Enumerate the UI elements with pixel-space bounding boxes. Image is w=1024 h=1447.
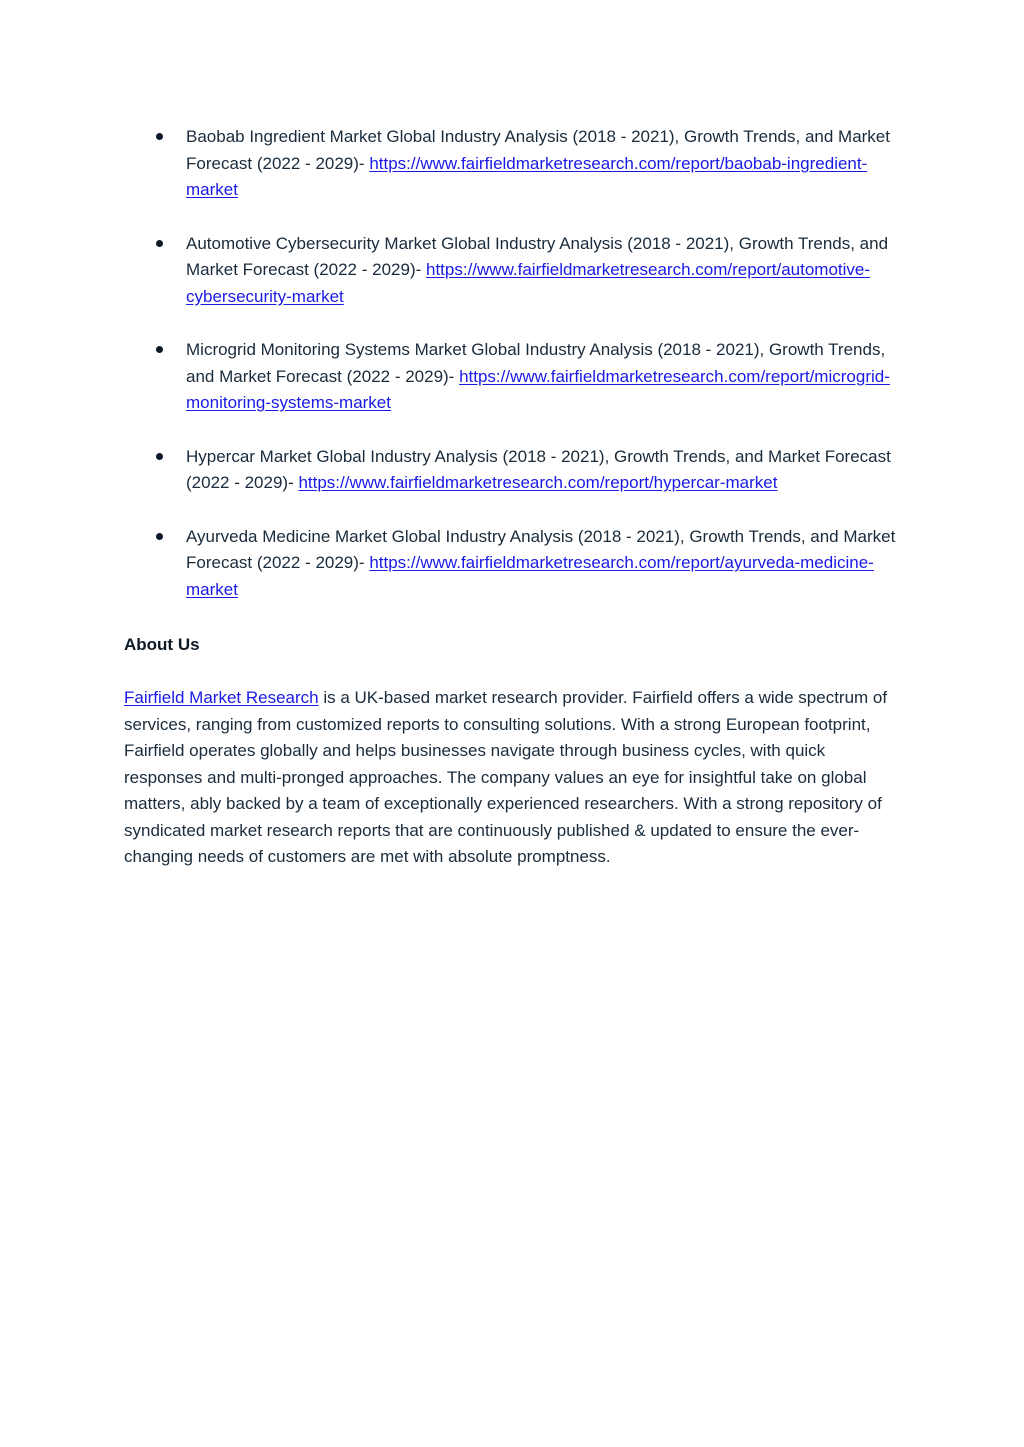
report-title: Hypercar Market Global Industry Analysis (2018 - 2021), Growth Trends, and Market Forecast (2022 - 2029)- (186, 446, 891, 492)
bullet-icon (156, 133, 163, 140)
bullet-icon (156, 240, 163, 247)
report-link[interactable]: https://www.fairfieldmarketresearch.com/report/ayurveda-medicine-market (186, 553, 874, 599)
report-link[interactable]: https://www.fairfieldmarketresearch.com/report/automotive-cybersecurity-market (186, 260, 871, 306)
report-title: Microgrid Monitoring Systems Market Global Industry Analysis (2018 - 2021), Growth Trends, and Market Forecast (2022 - 2029)- (186, 340, 886, 386)
list-item (124, 124, 904, 204)
list-item (124, 444, 904, 497)
bullet-icon (156, 533, 163, 540)
report-list (124, 124, 904, 630)
report-link[interactable]: https://www.fairfieldmarketresearch.com/report/baobab-ingredient-market (186, 153, 868, 199)
about-paragraph (124, 685, 889, 871)
report-title: Ayurveda Medicine Market Global Industry Analysis (2018 - 2021), Growth Trends, and Market Forecast (2022 - 2029)- (186, 526, 896, 572)
bullet-icon (156, 453, 163, 460)
list-item (124, 231, 904, 311)
company-link[interactable]: Fairfield Market Research (124, 688, 319, 707)
report-link[interactable]: https://www.fairfieldmarketresearch.com/report/hypercar-market (298, 473, 778, 492)
about-text: is a UK-based market research provider. Fairfield offers a wide spectrum of services, ranging from customized reports to consulting solutions. With a strong European footprint, Fairfield operates globally and helps businesses navigate through business cycles, with quick responses and multi-pronged approaches. The company values an eye for insightful take on global matters, ably backed by a team of exceptionally experienced researchers. With a strong repository of syndicated market research reports that are continuously published & updated to ensure the ever-changing needs of customers are met with absolute promptness. (124, 688, 888, 866)
report-title: Automotive Cybersecurity Market Global Industry Analysis (2018 - 2021), Growth Trends, and Market Forecast (2022 - 2029)- (186, 233, 889, 279)
bullet-icon (156, 346, 163, 353)
list-item (124, 524, 904, 604)
report-link[interactable]: https://www.fairfieldmarketresearch.com/report/microgrid-monitoring-systems-market (186, 366, 890, 412)
report-title: Baobab Ingredient Market Global Industry Analysis (2018 - 2021), Growth Trends, and Market Forecast (2022 - 2029)- (186, 127, 890, 173)
about-heading: About Us (124, 635, 200, 654)
list-item (124, 337, 904, 417)
